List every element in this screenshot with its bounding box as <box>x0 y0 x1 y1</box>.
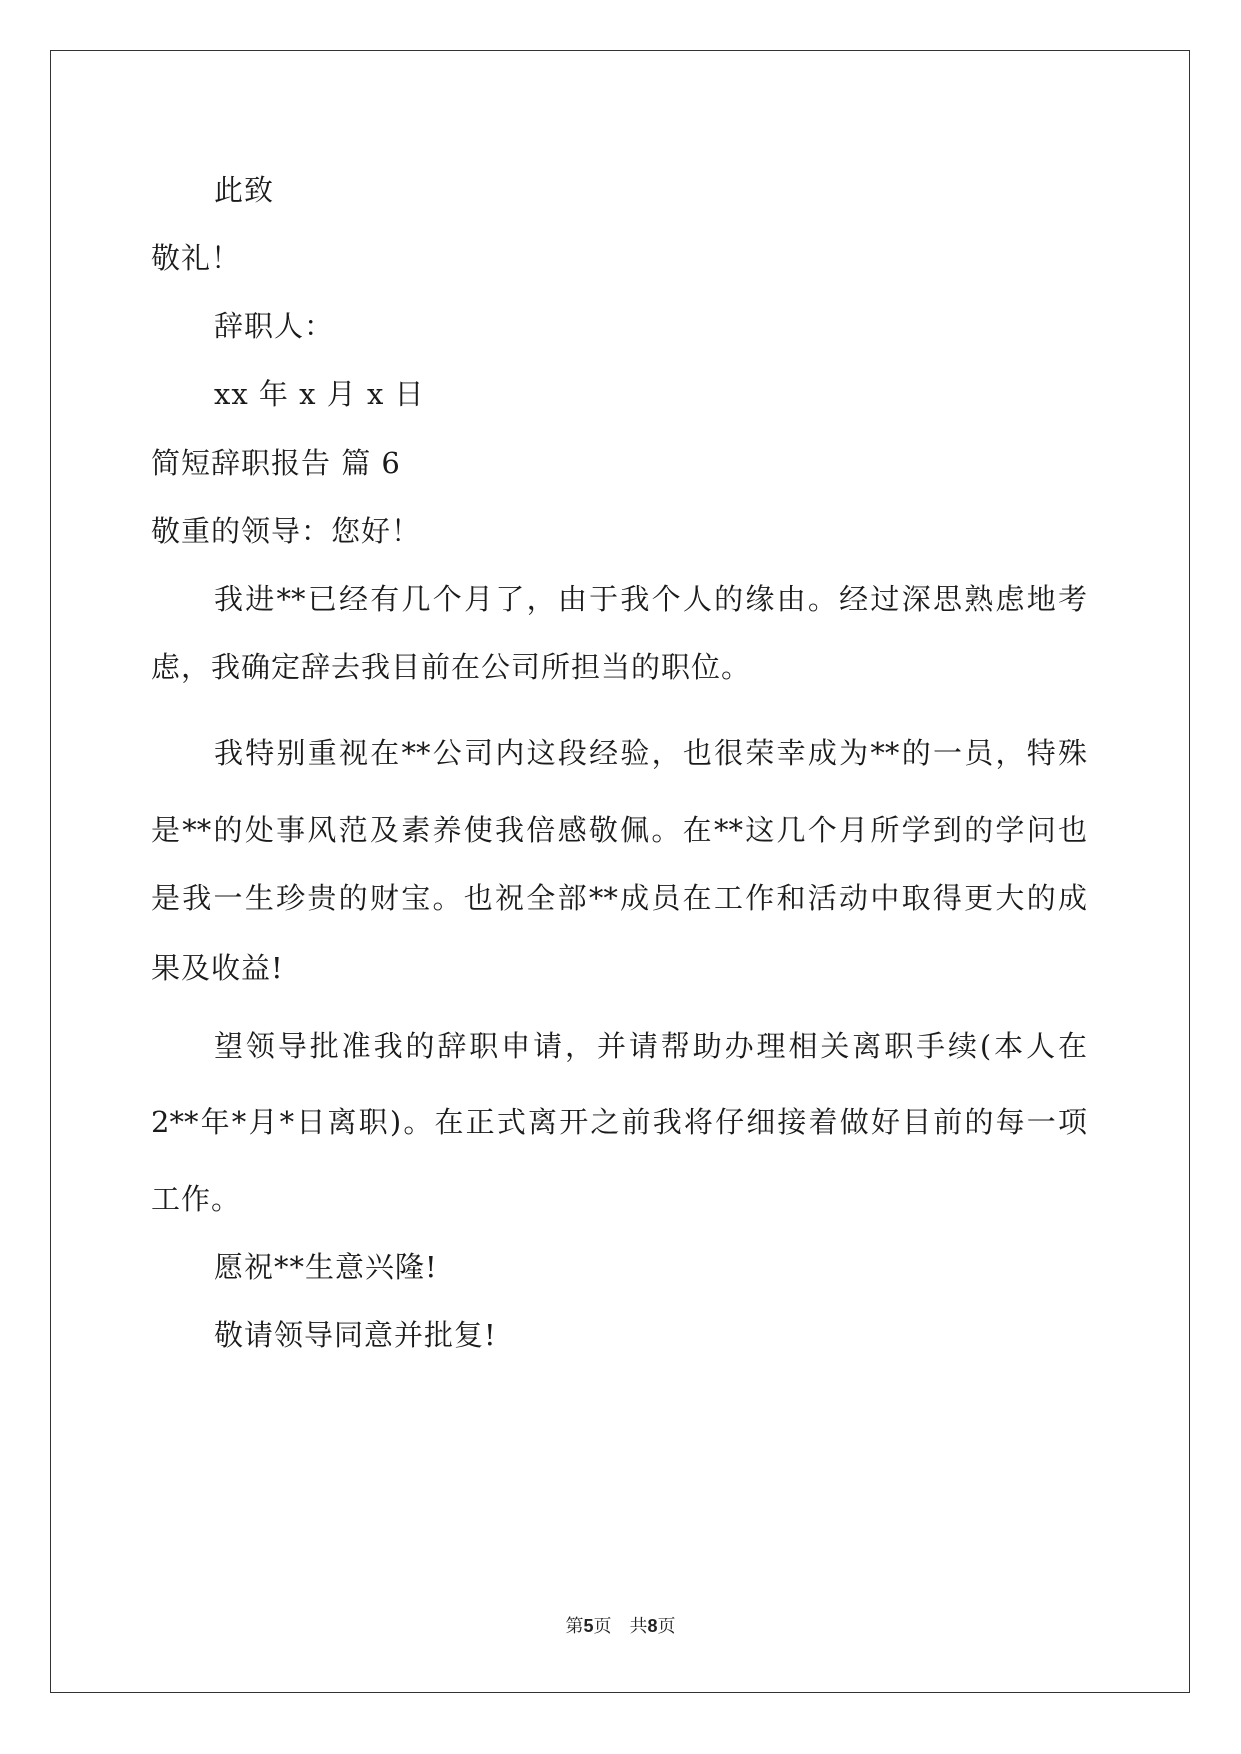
date-line: xx 年 x 月 x 日 <box>214 377 425 411</box>
footer-prefix: 第 <box>565 1616 584 1637</box>
footer-middle: 页 共 <box>593 1616 648 1637</box>
footer-total-pages: 8 <box>647 1616 658 1636</box>
page-footer <box>0 1612 1241 1638</box>
salutation: 敬重的领导：您好！ <box>151 514 422 548</box>
footer-current-page: 5 <box>583 1616 594 1636</box>
paragraph-3-line-1: 望领导批准我的辞职申请，并请帮助办理相关离职手续(本人在 <box>214 1029 1087 1063</box>
wish-line: 愿祝**生意兴隆! <box>214 1250 438 1284</box>
paragraph-2-line-4: 果及收益! <box>151 951 284 985</box>
paragraph-1-line-2: 虑，我确定辞去我目前在公司所担当的职位。 <box>151 650 752 684</box>
footer-suffix: 页 <box>657 1616 676 1637</box>
paragraph-2-line-1: 我特别重视在**公司内这段经验，也很荣幸成为**的一员，特殊 <box>214 736 1087 770</box>
paragraph-2-line-2: 是**的处事风范及素养使我倍感敬佩。在**这几个月所学到的学问也 <box>151 813 1087 847</box>
paragraph-3-line-2: 2**年*月*日离职)。在正式离开之前我将仔细接着做好目前的每一项 <box>151 1105 1087 1139</box>
paragraph-1-line-1: 我进**已经有几个月了，由于我个人的缘由。经过深思熟虑地考 <box>214 582 1087 616</box>
page-border <box>50 50 1190 1693</box>
paragraph-2-line-3: 是我一生珍贵的财宝。也祝全部**成员在工作和活动中取得更大的成 <box>151 881 1087 915</box>
request-line: 敬请领导同意并批复! <box>214 1318 497 1352</box>
closing-line-1: 此致 <box>214 173 275 207</box>
resigner-label: 辞职人： <box>214 309 335 343</box>
closing-line-2: 敬礼！ <box>151 241 242 275</box>
section-title: 简短辞职报告 篇 6 <box>151 446 401 480</box>
paragraph-3-line-3: 工作。 <box>151 1182 242 1216</box>
